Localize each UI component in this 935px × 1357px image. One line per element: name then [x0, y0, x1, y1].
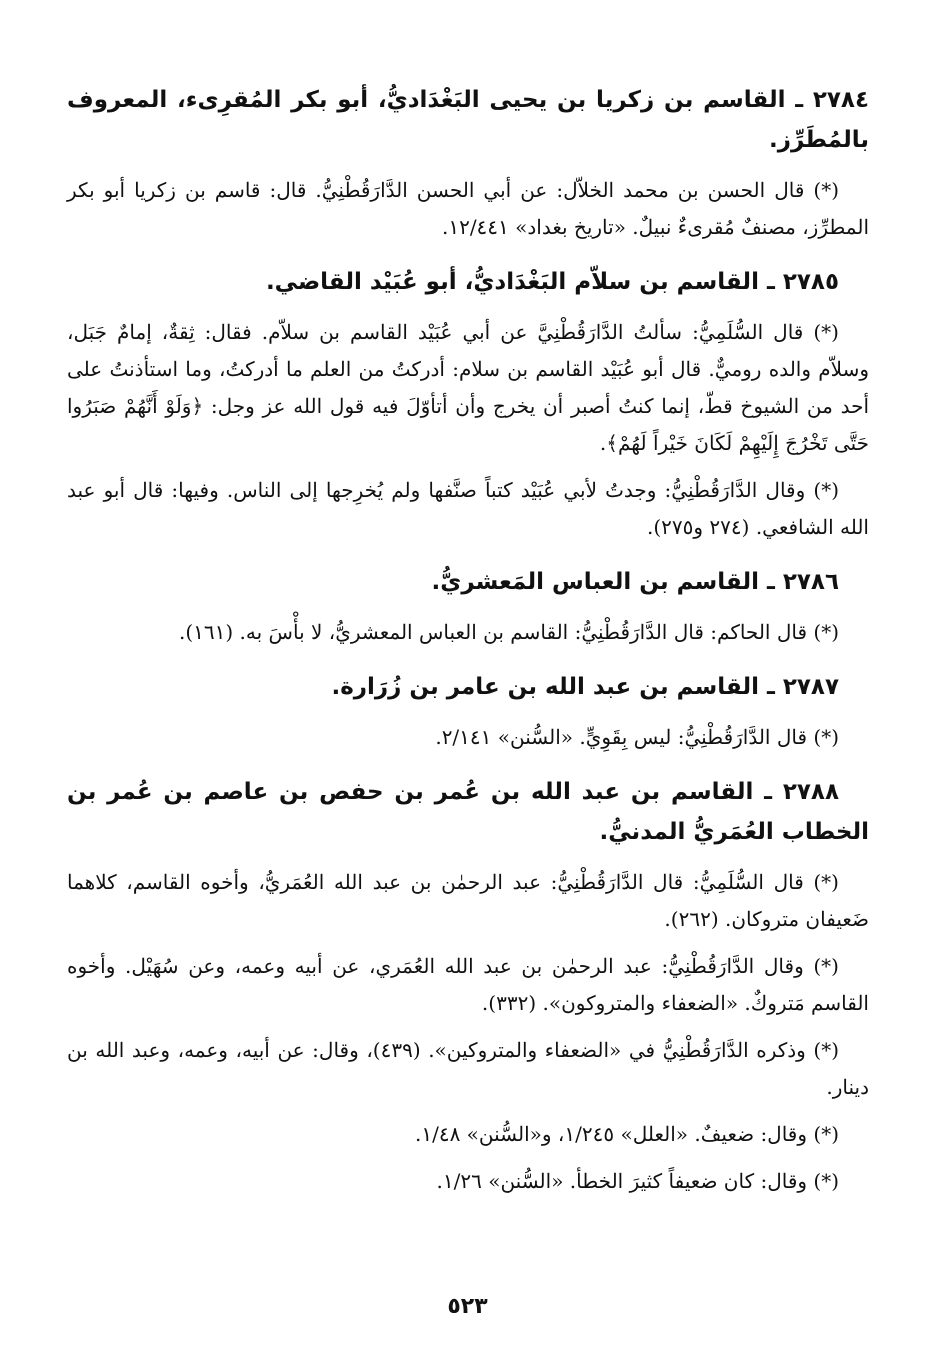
- entry-2787-paragraph-1: (*) قال الدَّارَقُطْنِيُّ: ليس بِقَوِيٍّ. «السُّنن» ٢/١٤١.: [435, 725, 839, 749]
- entry-2788-paragraph-4: (*) وقال: ضعيفٌ. «العلل» ١/٢٤٥، و«السُّنن» ١/٤٨.: [415, 1122, 839, 1146]
- entry-2785-paragraph-2: (*) وقال الدَّارَقُطْنِيُّ: وجدتُ لأبي عُبَيْد كتباً صنَّفها ولم يُخرِجها إلى الناس. وفيها: قال أبو عبد الله الشافعي. (٢٧٤ و٢٧٥).: [67, 478, 869, 539]
- book-page: [67, 80, 869, 1200]
- entry-2786-paragraph-1: (*) قال الحاكم: قال الدَّارَقُطْنِيُّ: القاسم بن العباس المعشريُّ، لا بأْسَ به. (١٦١).: [178, 620, 839, 644]
- entry-2788-paragraph-5: (*) وقال: كان ضعيفاً كثيرَ الخطأ. «السُّنن» ١/٢٦.: [436, 1169, 839, 1193]
- entry-heading-2787: ٢٧٨٧ ـ القاسم بن عبد الله بن عامر بن زُرَارة.: [331, 674, 839, 700]
- entry-2785-paragraph-1: (*) قال السُّلَمِيُّ: سألتُ الدَّارَقُطْنِيَّ عن أبي عُبَيْد القاسم بن سلاّم. فقال: ثِقةٌ، إمامٌ جَبَل، وسلاّم والده روميٌّ. قال أبو عُبَيْد القاسم بن سلام: أدركتُ من العلم ما أدركتُ، وما استأذنتُ على أحد من الشيوخ قطّ، إنما كنتُ أصبر أن يخرج وأن أتأوّلَ فيه قول الله عز وجل: ﴿وَلَوْ أَنَّهُمْ صَبَرُوا حَتَّى تَخْرُجَ إِلَيْهِمْ لَكَانَ خَيْراً لَهُمْ﴾.: [67, 320, 869, 455]
- entry-2788-paragraph-3: (*) وذكره الدَّارَقُطْنِيُّ في «الضعفاء والمتروكين». (٤٣٩)، وقال: عن أبيه، وعمه، وعبد الله بن دينار.: [67, 1038, 869, 1099]
- entry-heading-2786: ٢٧٨٦ ـ القاسم بن العباس المَعشريُّ.: [431, 569, 839, 595]
- page-number: ٥٢٣: [447, 1294, 488, 1319]
- entry-heading-2784: ٢٧٨٤ ـ القاسم بن زكريا بن يحيى البَغْدَاديُّ، أبو بكر المُقرِىء، المعروف بالمُطَرِّز.: [67, 87, 869, 153]
- entry-2788-paragraph-2: (*) وقال الدَّارَقُطْنِيُّ: عبد الرحمٰن بن عبد الله العُمَري، عن أبيه وعمه، وعن سُهَيْل. وأخوه القاسم مَتروكٌ. «الضعفاء والمتروكون». (٣٣٢).: [67, 954, 869, 1015]
- entry-heading-2788: ٢٧٨٨ ـ القاسم بن عبد الله بن عُمر بن حفص بن عاصم بن عُمر بن الخطاب العُمَريُّ المدنيُّ.: [67, 779, 869, 845]
- entry-2784-paragraph-1: (*) قال الحسن بن محمد الخلاّل: عن أبي الحسن الدَّارَقُطْنِيُّ. قال: قاسم بن زكريا أبو بكر المطرِّز، مصنفٌ مُقرىءٌ نبيلٌ. «تاريخ بغداد» ١٢/٤٤١.: [67, 178, 869, 239]
- entry-2788-paragraph-1: (*) قال السُّلَمِيُّ: قال الدَّارَقُطْنِيُّ: عبد الرحمٰن بن عبد الله العُمَريُّ، وأخوه القاسم، كلاهما ضَعيفان متروكان. (٢٦٢).: [67, 870, 869, 931]
- entry-heading-2785: ٢٧٨٥ ـ القاسم بن سلاّم البَغْدَاديُّ، أبو عُبَيْد القاضي.: [265, 269, 839, 295]
